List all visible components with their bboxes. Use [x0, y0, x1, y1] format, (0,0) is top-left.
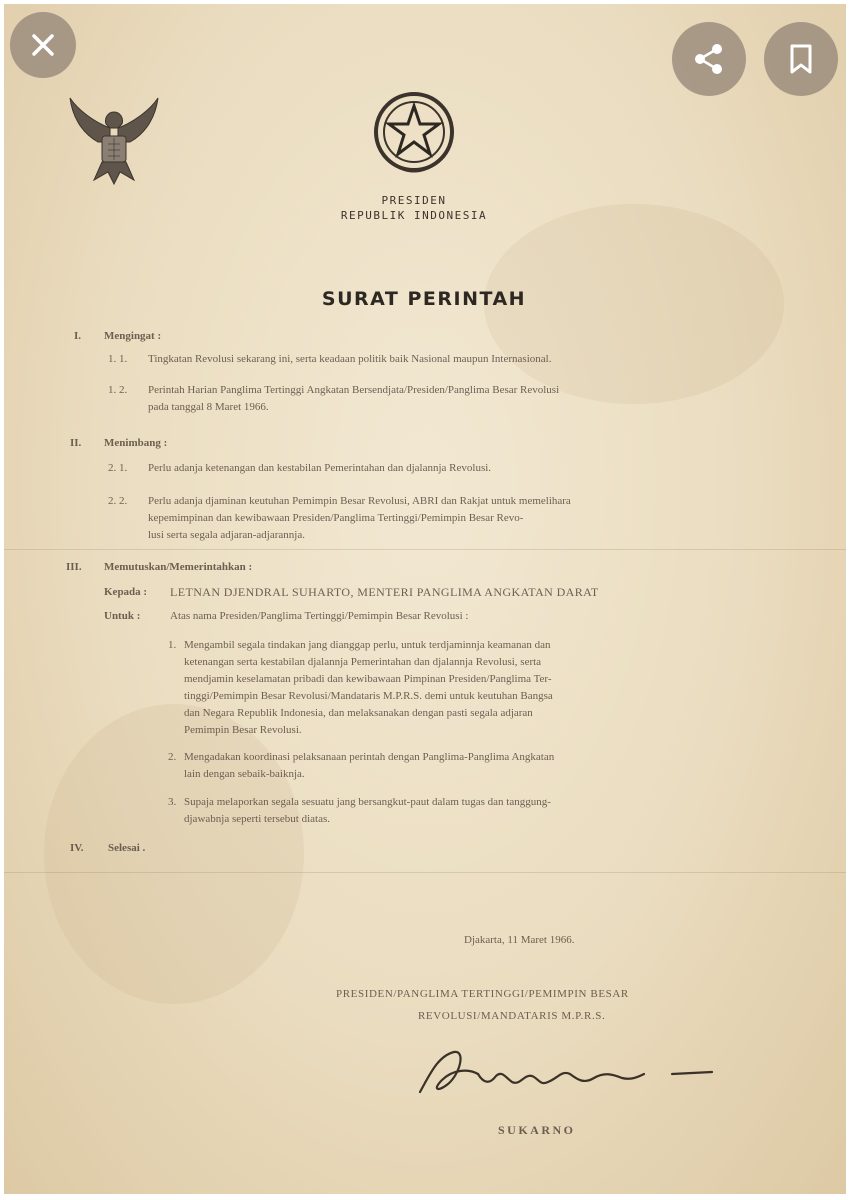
office-title-line-2: REVOLUSI/MANDATARIS M.P.R.S. [418, 1010, 606, 1022]
letterhead-line-2: REPUBLIK INDONESIA [340, 209, 488, 222]
place-and-date: Djakarta, 11 Maret 1966. [464, 934, 575, 946]
untuk-label: Untuk : [104, 610, 141, 622]
section-3-heading: Memutuskan/Memerintahkan : [104, 561, 253, 573]
section-1-item-2-line-1: Perintah Harian Panglima Tertinggi Angkatan Bersendjata/Presiden/Panglima Besar Revolusi [148, 384, 560, 396]
presidential-seal-icon [370, 90, 458, 182]
order-2-number: 2. [168, 751, 177, 763]
section-1-item-2-number: 1. 2. [108, 384, 128, 396]
bookmark-icon [787, 43, 815, 75]
order-3-number: 3. [168, 796, 177, 808]
section-4-heading: Selesai . [108, 842, 146, 854]
section-4-number: IV. [70, 842, 84, 854]
order-1-number: 1. [168, 639, 177, 651]
bookmark-button[interactable] [764, 22, 838, 96]
office-title-line-1: PRESIDEN/PANGLIMA TERTINGGI/PEMIMPIN BESAR [336, 988, 629, 1000]
section-2-item-1: Perlu adanja ketenangan dan kestabilan Pemerintahan dan djalannja Revolusi. [148, 462, 492, 474]
section-3-number: III. [66, 561, 82, 573]
section-1-item-1: Tingkatan Revolusi sekarang ini, serta keadaan politik baik Nasional maupun Internasional. [148, 353, 552, 365]
order-1-line-3: mendjamin keselamatan pribadi dan kewibawaan Pimpinan Presiden/Panglima Ter- [184, 673, 552, 685]
paper-fold [4, 549, 846, 550]
order-1-line-4: tinggi/Pemimpin Besar Revolusi/Mandataris M.P.R.S. demi untuk keutuhan Bangsa [184, 690, 553, 702]
section-1-number: I. [74, 330, 82, 342]
section-1-item-2-line-2: pada tanggal 8 Maret 1966. [148, 401, 269, 413]
section-2-heading: Menimbang : [104, 437, 168, 449]
garuda-emblem-icon [64, 92, 164, 188]
signature-image [408, 1044, 728, 1104]
close-button[interactable] [10, 12, 76, 78]
signatory-name: SUKARNO [498, 1123, 576, 1137]
section-2-item-1-number: 2. 1. [108, 462, 128, 474]
share-button[interactable] [672, 22, 746, 96]
section-2-number: II. [70, 437, 82, 449]
order-2-line-1: Mengadakan koordinasi pelaksanaan perintah dengan Panglima-Panglima Angkatan [184, 751, 555, 763]
close-icon [29, 31, 57, 59]
paper-fold [4, 872, 846, 873]
order-1-line-2: ketenangan serta kestabilan djalannja Pemerintahan dan djalannja Revolusi, serta [184, 656, 542, 668]
order-1-line-6: Pemimpin Besar Revolusi. [184, 724, 302, 736]
section-2-item-2-line-1: Perlu adanja djaminan keutuhan Pemimpin Besar Revolusi, ABRI dan Rakjat untuk memelihara [148, 495, 571, 507]
order-3-line-1: Supaja melaporkan segala sesuatu jang bersangkut-paut dalam tugas dan tanggung- [184, 796, 551, 808]
kepada-label: Kepada : [104, 586, 148, 598]
section-2-item-2-line-3: lusi serta segala adjaran-adjarannja. [148, 529, 305, 541]
order-2-line-2: lain dengan sebaik-baiknja. [184, 768, 305, 780]
section-2-item-2-number: 2. 2. [108, 495, 128, 507]
kepada-value: LETNAN DJENDRAL SUHARTO, MENTERI PANGLIMA ANGKATAN DARAT [170, 585, 599, 599]
order-3-line-2: djawabnja seperti tersebut diatas. [184, 813, 331, 825]
share-icon [692, 42, 726, 76]
order-1-line-5: dan Negara Republik Indonesia, dan melaksanakan dengan pasti segala adjaran [184, 707, 533, 719]
section-1-heading: Mengingat : [104, 330, 162, 342]
letterhead-line-1: PRESIDEN [381, 194, 447, 207]
document-title: SURAT PERINTAH [321, 288, 527, 310]
untuk-value: Atas nama Presiden/Panglima Tertinggi/Pemimpin Besar Revolusi : [170, 610, 469, 622]
section-2-item-2-line-2: kepemimpinan dan kewibawaan Presiden/Panglima Tertinggi/Pemimpin Besar Revo- [148, 512, 524, 524]
section-1-item-1-number: 1. 1. [108, 353, 128, 365]
document-page [4, 4, 846, 1194]
order-1-line-1: Mengambil segala tindakan jang dianggap perlu, untuk terdjaminnja keamanan dan [184, 639, 551, 651]
